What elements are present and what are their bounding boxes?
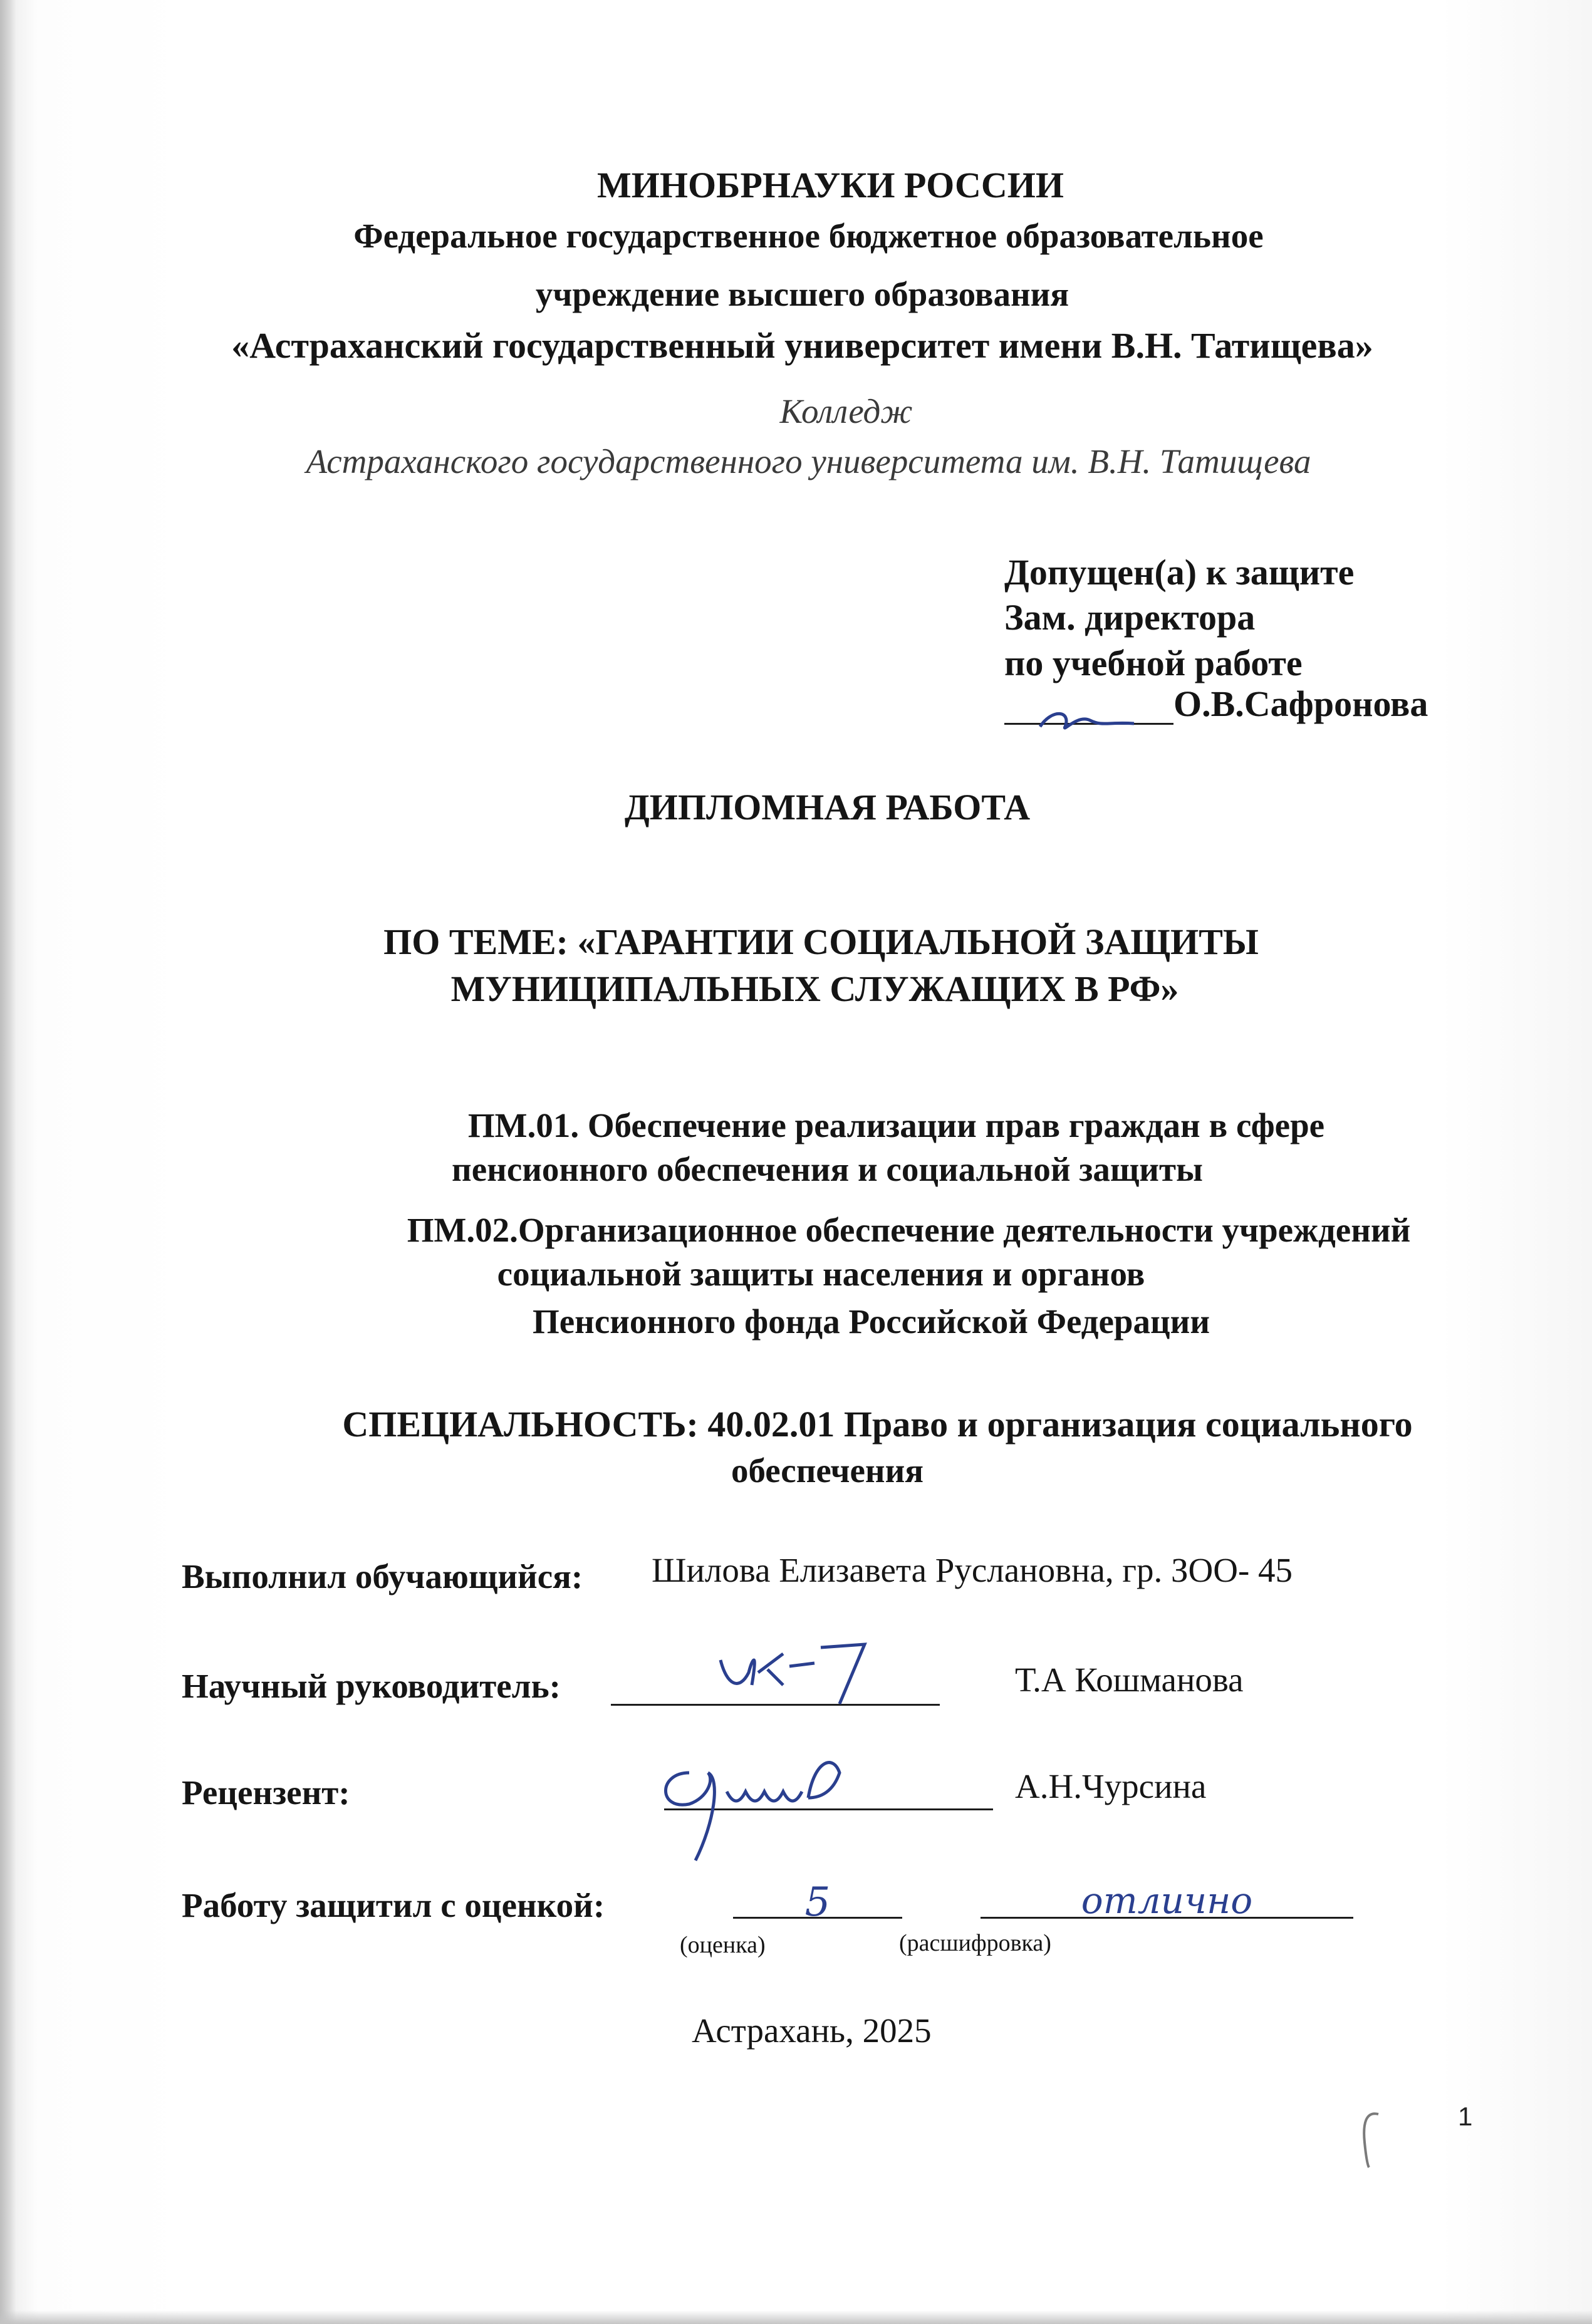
supervisor-label: Научный руководитель: <box>182 1667 561 1705</box>
reviewer-signature <box>652 1735 877 1873</box>
supervisor-value: Т.А Кошманова <box>1015 1661 1244 1699</box>
initials-mark <box>1353 2105 1385 2174</box>
college-line-2: Астраханского государственного университета им. В.Н. Татищева <box>306 442 1311 480</box>
grade-words: отлично <box>1081 1879 1253 1922</box>
approval-signer: О.В.Сафронова <box>1173 683 1428 724</box>
paper-bottom-shadow <box>0 2310 1592 2324</box>
grade-value-field <box>733 1879 902 1926</box>
pm02-line-3: Пенсионного фонда Российской Федерации <box>532 1302 1210 1341</box>
supervisor-signature <box>714 1635 915 1710</box>
reviewer-value: А.Н.Чурсина <box>1015 1767 1207 1805</box>
ministry-title: МИНОБРНАУКИ РОССИИ <box>597 165 1064 205</box>
grade-caption: (оценка) <box>680 1932 766 1958</box>
university-name: «Астраханский государственный университет имени В.Н. Татищева» <box>231 325 1373 366</box>
reviewer-label: Рецензент: <box>182 1773 350 1812</box>
college-line-1: Колледж <box>779 392 913 430</box>
specialty-line-2: обеспечения <box>731 1451 924 1490</box>
pm01-line-2: пенсионного обеспечения и социальной защиты <box>452 1150 1203 1188</box>
pm01-line-1: ПМ.01. Обеспечение реализации прав граждан в сфере <box>467 1106 1325 1144</box>
student-value: Шилова Елизавета Руслановна, гр. ЗОО- 45 <box>652 1551 1293 1589</box>
approval-signature <box>1034 695 1140 745</box>
grade-words-field <box>981 1879 1353 1922</box>
topic-line-2: МУНИЦИПАЛЬНЫХ СЛУЖАЩИХ В РФ» <box>450 968 1179 1009</box>
work-type: ДИПЛОМНАЯ РАБОТА <box>624 787 1031 827</box>
specialty-line-1: СПЕЦИАЛЬНОСТЬ: 40.02.01 Право и организация социального <box>342 1404 1413 1445</box>
grade-value: 5 <box>804 1879 831 1926</box>
topic-line-1: ПО ТЕМЕ: «ГАРАНТИИ СОЦИАЛЬНОЙ ЗАЩИТЫ <box>383 921 1259 962</box>
pm02-line-2: социальной защиты населения и органов <box>497 1255 1145 1293</box>
approval-line-3: по учебной работе <box>1004 643 1303 683</box>
city-year: Астрахань, 2025 <box>692 2011 932 2050</box>
grade-label: Работу защитил с оценкой: <box>182 1886 605 1924</box>
student-label: Выполнил обучающийся: <box>182 1557 583 1595</box>
grade-words-caption: (расшифровка) <box>899 1930 1051 1956</box>
page-number: 1 <box>1458 2102 1473 2131</box>
approval-line-1: Допущен(а) к защите <box>1004 552 1355 593</box>
approval-line-2: Зам. директора <box>1004 597 1256 638</box>
institution-line-1: Федеральное государственное бюджетное образовательное <box>353 217 1264 255</box>
pm02-line-1: ПМ.02.Организационное обеспечение деятельности учреждений <box>407 1211 1411 1249</box>
institution-line-2: учреждение высшего образования <box>535 275 1069 313</box>
